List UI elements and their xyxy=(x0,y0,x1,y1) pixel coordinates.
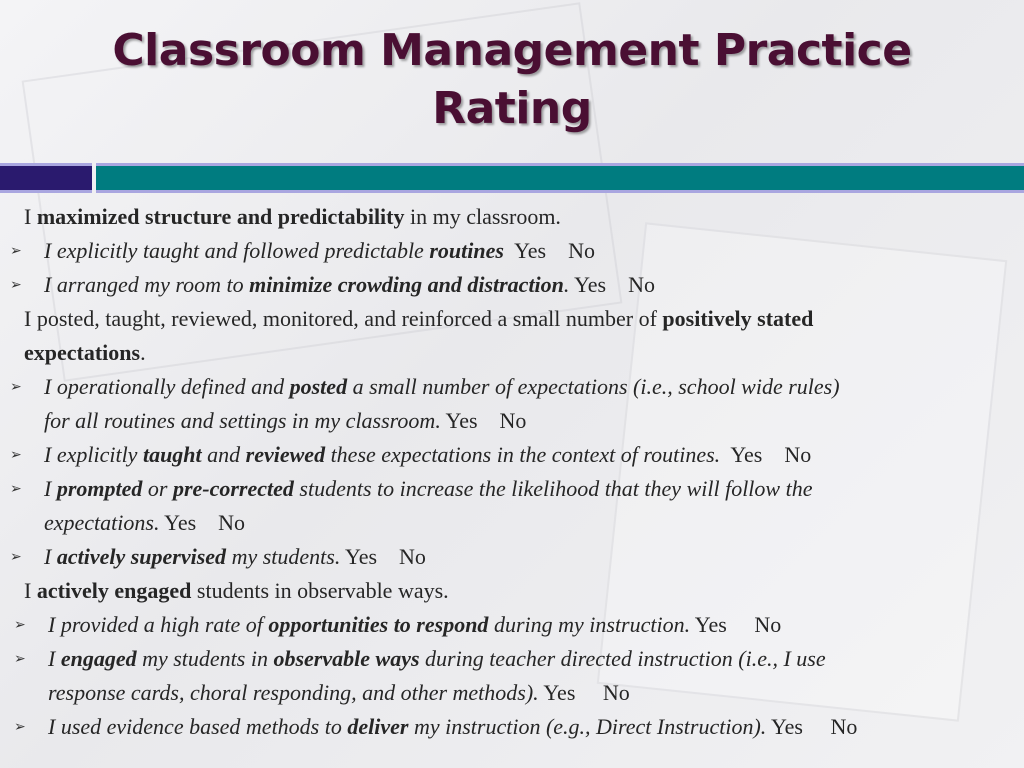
section-heading-structure: I maximized structure and predictability in my classroom. xyxy=(24,204,561,229)
no-option[interactable]: No xyxy=(628,272,655,297)
yes-option[interactable]: Yes xyxy=(770,714,803,739)
rating-item-supervised: ➢ I actively supervised my students. Yes No xyxy=(0,540,1024,574)
arrow-bullet-icon: ➢ xyxy=(14,719,26,735)
yes-option[interactable]: Yes xyxy=(694,612,727,637)
rating-item-posted-expectations: ➢ I operationally defined and posted a small number of expectations (i.e., school wide rules) xyxy=(0,370,1024,404)
no-option[interactable]: No xyxy=(602,680,630,705)
rating-item-observable-ways: ➢ I engaged my students in observable ways during teacher directed instruction (i.e., I use xyxy=(0,642,1024,676)
rating-item-observable-ways-cont: response cards, choral responding, and other methods). Yes No xyxy=(48,680,630,705)
no-option[interactable]: No xyxy=(218,510,246,535)
arrow-bullet-icon: ➢ xyxy=(10,243,22,259)
no-option[interactable]: No xyxy=(754,612,782,637)
section-heading-expectations-cont: expectations. xyxy=(24,340,146,365)
rating-item-prompted: ➢ I prompted or pre-corrected students to increase the likelihood that they will follow the xyxy=(0,472,1024,506)
slide-title xyxy=(0,22,1024,138)
yes-option[interactable]: Yes xyxy=(574,272,607,297)
no-option[interactable]: No xyxy=(830,714,858,739)
no-option[interactable]: No xyxy=(399,544,426,569)
arrow-bullet-icon: ➢ xyxy=(10,379,22,395)
arrow-bullet-icon: ➢ xyxy=(10,549,22,565)
section-heading-engagement: I actively engaged students in observable ways. xyxy=(24,578,449,603)
rating-item-room-arrangement: ➢ I arranged my room to minimize crowding and distraction. Yes No xyxy=(0,268,1024,302)
arrow-bullet-icon: ➢ xyxy=(10,481,22,497)
section-heading-expectations: I posted, taught, reviewed, monitored, and reinforced a small number of positively stated xyxy=(24,306,814,331)
yes-option[interactable]: Yes xyxy=(445,408,478,433)
no-option[interactable]: No xyxy=(568,238,596,263)
rating-item-prompted-cont: expectations. Yes No xyxy=(44,510,246,535)
slide-title-line-1: Classroom Management Practice xyxy=(112,25,912,76)
arrow-bullet-icon: ➢ xyxy=(14,617,26,633)
slide-body xyxy=(0,200,1024,744)
arrow-bullet-icon: ➢ xyxy=(10,277,22,293)
no-option[interactable]: No xyxy=(499,408,527,433)
rating-item-posted-expectations-cont: for all routines and settings in my classroom. Yes No xyxy=(44,408,527,433)
slide-title-line-2: Rating xyxy=(432,83,592,134)
arrow-bullet-icon: ➢ xyxy=(14,651,26,667)
accent-bar-left xyxy=(0,163,92,193)
rating-item-routines: ➢ I explicitly taught and followed predictable routines Yes No xyxy=(0,234,1024,268)
yes-option[interactable]: Yes xyxy=(730,442,763,467)
arrow-bullet-icon: ➢ xyxy=(10,447,22,463)
yes-option[interactable]: Yes xyxy=(543,680,576,705)
rating-item-taught-reviewed: ➢ I explicitly taught and reviewed these expectations in the context of routines. Yes No xyxy=(0,438,1024,472)
accent-bar-right xyxy=(96,163,1024,193)
yes-option[interactable]: Yes xyxy=(514,238,547,263)
rating-item-deliver: ➢ I used evidence based methods to deliver my instruction (e.g., Direct Instruction). Yes No xyxy=(0,710,1024,744)
yes-option[interactable]: Yes xyxy=(345,544,378,569)
rating-item-opportunities: ➢ I provided a high rate of opportunities to respond during my instruction. Yes No xyxy=(0,608,1024,642)
no-option[interactable]: No xyxy=(784,442,812,467)
yes-option[interactable]: Yes xyxy=(164,510,197,535)
